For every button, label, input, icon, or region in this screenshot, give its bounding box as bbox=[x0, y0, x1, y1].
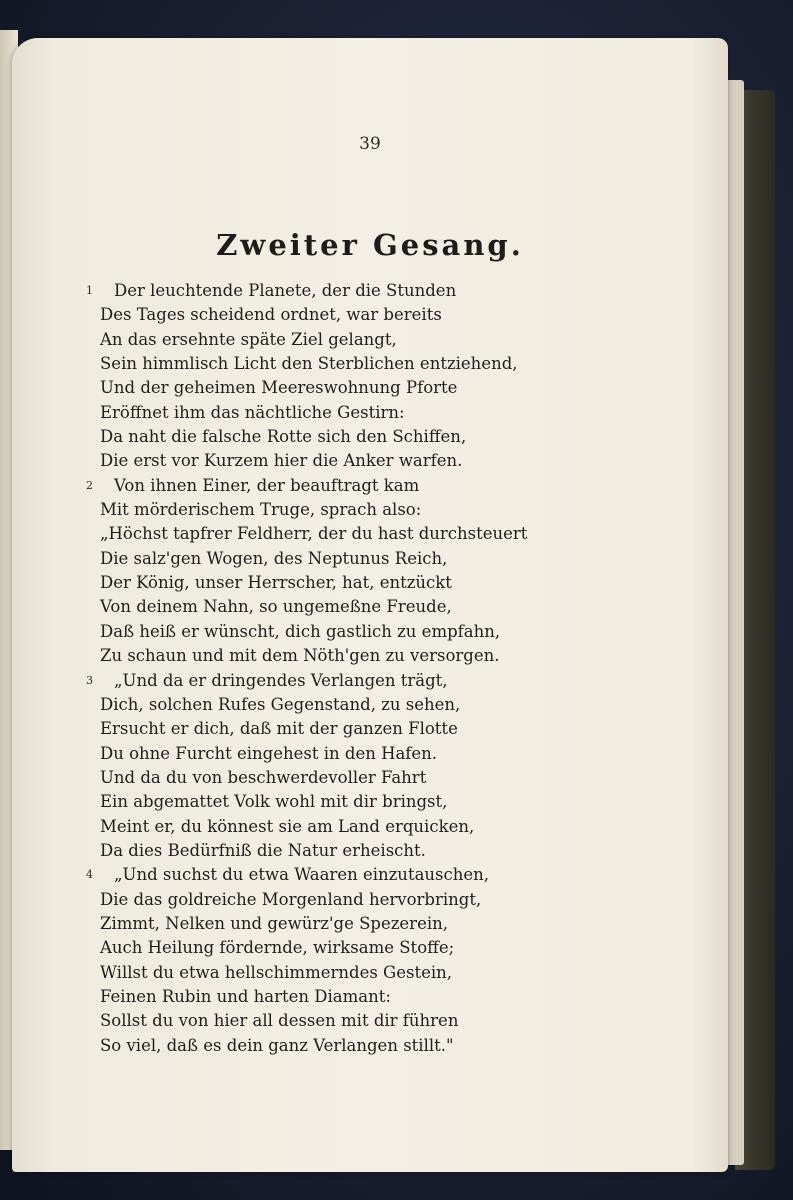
verse-text: „Und da er dringendes Verlangen trägt, bbox=[114, 670, 448, 690]
verse-line bbox=[100, 644, 540, 668]
verse-text: Mit mörderischem Truge, sprach also: bbox=[100, 500, 422, 520]
verse-line bbox=[100, 936, 540, 960]
verse-text: Zu schaun und mit dem Nöth'gen zu versorgen. bbox=[100, 646, 500, 666]
verse-text: Ersucht er dich, daß mit der ganzen Flotte bbox=[100, 719, 458, 739]
verse-line bbox=[100, 425, 540, 449]
page-number: 39 bbox=[359, 134, 381, 154]
verse-line bbox=[100, 376, 540, 400]
verse-text: So viel, daß es dein ganz Verlangen stillt." bbox=[100, 1035, 454, 1055]
verse-line bbox=[100, 449, 540, 473]
verse-line bbox=[100, 693, 540, 717]
verse-line bbox=[86, 669, 540, 693]
verse-text: Auch Heilung fördernde, wirksame Stoffe; bbox=[100, 938, 455, 958]
stanza-number: 1 bbox=[86, 284, 93, 297]
verse-line bbox=[86, 279, 540, 303]
canto-title: Zweiter Gesang. bbox=[216, 228, 524, 262]
verse-line bbox=[100, 1009, 540, 1033]
verse-text: Da dies Bedürfniß die Natur erheischt. bbox=[100, 840, 426, 860]
stanza-number: 4 bbox=[86, 868, 93, 882]
verse-text: Daß heiß er wünscht, dich gastlich zu empfahn, bbox=[100, 621, 501, 641]
verse-text: Von deinem Nahn, so ungemeßne Freude, bbox=[100, 597, 452, 617]
verse-line bbox=[100, 815, 540, 839]
verse-text: Meint er, du könnest sie am Land erquicken, bbox=[100, 816, 475, 836]
verse-line bbox=[86, 474, 540, 498]
verse-text: Willst du etwa hellschimmerndes Gestein, bbox=[100, 962, 453, 982]
stanza-number: 3 bbox=[86, 673, 93, 687]
verse-text: Sollst du von hier all dessen mit dir führen bbox=[100, 1011, 459, 1031]
verse-text: Sein himmlisch Licht den Sterblichen entziehend, bbox=[100, 354, 518, 374]
verse-line bbox=[100, 839, 540, 863]
verse-text: Die salz'gen Wogen, des Neptunus Reich, bbox=[100, 548, 448, 568]
verse-text: Dich, solchen Rufes Gegenstand, zu sehen, bbox=[100, 694, 461, 714]
book-page bbox=[12, 38, 728, 1172]
verse-text: An das ersehnte späte Ziel gelangt, bbox=[100, 329, 397, 349]
verse-text: Da naht die falsche Rotte sich den Schiffen, bbox=[100, 427, 467, 447]
verse-line bbox=[100, 352, 540, 376]
verse-line bbox=[100, 522, 540, 546]
verse-line bbox=[100, 498, 540, 522]
verse-line bbox=[100, 620, 540, 644]
verse-text: Der leuchtende Planete, der die Stunden bbox=[114, 281, 457, 300]
stanza-number: 2 bbox=[86, 478, 93, 492]
verse-text: „Und suchst du etwa Waaren einzutauschen, bbox=[114, 865, 490, 885]
verse-line bbox=[100, 961, 540, 985]
verse-block bbox=[86, 279, 540, 1058]
verse-text: Von ihnen Einer, der beauftragt kam bbox=[114, 475, 420, 495]
verse-line bbox=[86, 863, 540, 887]
verse-text: Ein abgemattet Volk wohl mit dir bringst, bbox=[100, 792, 448, 812]
verse-text: Feinen Rubin und harten Diamant: bbox=[100, 986, 391, 1006]
verse-text: Die erst vor Kurzem hier die Anker warfen. bbox=[100, 451, 463, 471]
verse-line bbox=[100, 328, 540, 352]
verse-line bbox=[100, 790, 540, 814]
verse-line bbox=[100, 401, 540, 425]
verse-line bbox=[100, 912, 540, 936]
verse-line bbox=[100, 717, 540, 741]
verse-line bbox=[100, 742, 540, 766]
verse-text: Des Tages scheidend ordnet, war bereits bbox=[100, 305, 442, 325]
verse-text: Eröffnet ihm das nächtliche Gestirn: bbox=[100, 402, 405, 422]
verse-line bbox=[100, 766, 540, 790]
verse-text: Du ohne Furcht eingehest in den Hafen. bbox=[100, 743, 438, 763]
verse-line bbox=[100, 888, 540, 912]
verse-line bbox=[100, 1034, 540, 1058]
verse-line bbox=[100, 985, 540, 1009]
verse-text: Die das goldreiche Morgenland hervorbringt, bbox=[100, 889, 482, 909]
verse-text: Und der geheimen Meereswohnung Pforte bbox=[100, 378, 458, 398]
verse-line bbox=[100, 547, 540, 571]
verse-line bbox=[100, 595, 540, 619]
verse-line bbox=[100, 303, 540, 327]
verse-text: Zimmt, Nelken und gewürz'ge Spezerein, bbox=[100, 913, 448, 933]
verse-text: „Höchst tapfrer Feldherr, der du hast durchsteuert bbox=[100, 524, 528, 544]
verse-text: Der König, unser Herrscher, hat, entzückt bbox=[100, 573, 452, 593]
verse-line bbox=[100, 571, 540, 595]
verse-text: Und da du von beschwerdevoller Fahrt bbox=[100, 767, 427, 787]
